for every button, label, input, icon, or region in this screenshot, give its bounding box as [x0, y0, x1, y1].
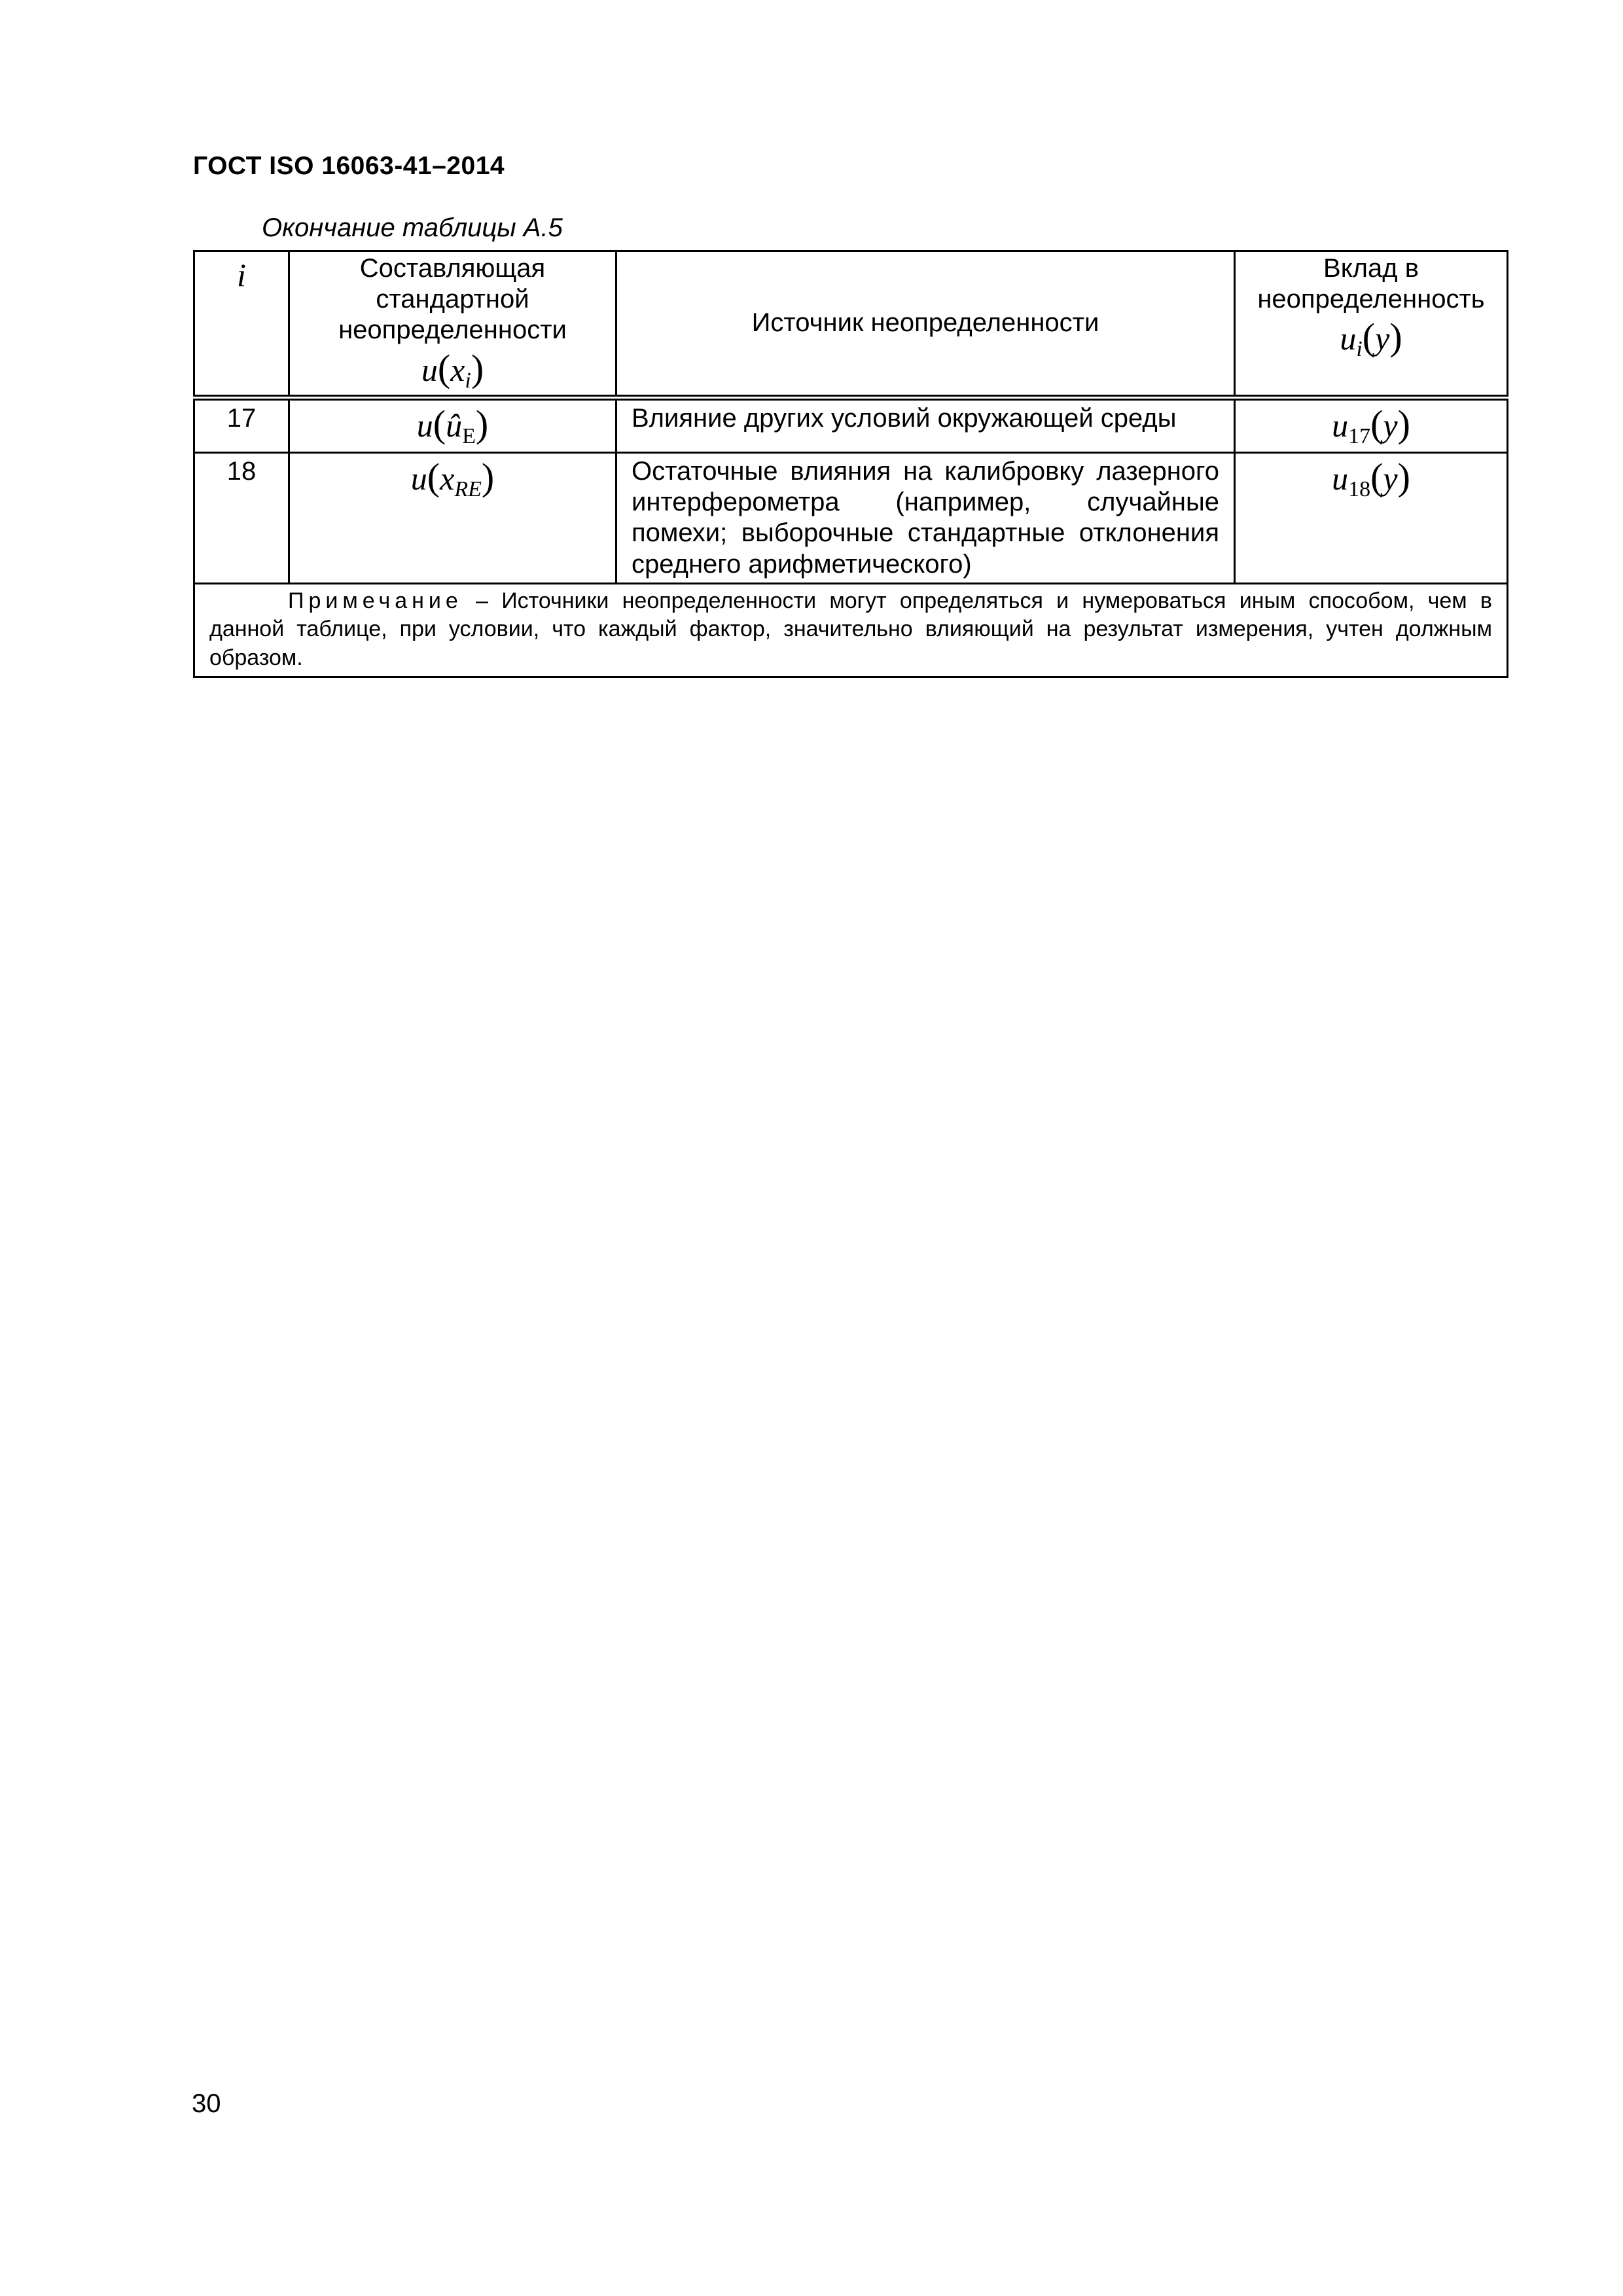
row-number: 18	[194, 453, 289, 584]
table-note	[194, 583, 1508, 677]
table-row	[194, 398, 1508, 453]
row-component-symbol: $u(x_{RE})$	[289, 453, 616, 584]
table-caption: Окончание таблицы А.5	[262, 213, 563, 242]
header-component-line: Составляющая	[359, 254, 546, 283]
note-label: Примечание	[288, 588, 463, 613]
header-i	[194, 251, 289, 398]
symbol-base: u	[1332, 407, 1349, 444]
symbol-sub: 18	[1348, 477, 1371, 501]
header-component	[289, 251, 616, 398]
symbol-arg: û	[446, 407, 463, 444]
symbol-sub: E	[462, 424, 476, 448]
row-source: Влияние других условий окружающей среды	[616, 398, 1235, 453]
document-header: ГОСТ ISO 16063-41–2014	[193, 152, 505, 180]
header-contribution-line: неопределенность	[1257, 285, 1485, 314]
header-component-line: неопределенности	[338, 315, 567, 345]
row-component-symbol: $u(û_E)$	[289, 398, 616, 453]
symbol-base: u	[1332, 460, 1349, 497]
symbol-arg: y	[1383, 460, 1398, 497]
page-number: 30	[192, 2089, 221, 2118]
header-contribution	[1235, 251, 1508, 398]
header-component-symbol: $u(x_i)$	[421, 346, 484, 393]
uncertainty-table	[193, 250, 1508, 678]
symbol-sub: RE	[454, 477, 482, 501]
note-text: – Источники неопределенности могут определяться и нумероваться иным способом, чем в данной таблице, при условии, что каждый фактор, значительно влияющий на результат измерения, учтен должным образом.	[209, 588, 1492, 670]
symbol-base: u	[421, 351, 438, 388]
table-row	[194, 453, 1508, 584]
row-contribution-symbol: $u_{18}(y)$	[1235, 453, 1508, 584]
header-component-line: стандартной	[376, 285, 529, 314]
symbol-base: u	[1340, 320, 1357, 357]
row-number: 17	[194, 398, 289, 453]
table-header-row	[194, 251, 1508, 398]
symbol-arg: x	[450, 351, 465, 388]
header-contribution-line: Вклад в	[1323, 254, 1419, 283]
header-i-symbol: i	[237, 257, 246, 293]
header-contribution-symbol: $u_i(y)$	[1340, 315, 1402, 362]
symbol-sub: i	[465, 368, 471, 393]
table-note-row	[194, 583, 1508, 677]
symbol-base: u	[410, 460, 427, 497]
row-contribution-symbol: $u_{17}(y)$	[1235, 398, 1508, 453]
symbol-arg: x	[440, 460, 455, 497]
symbol-sub: i	[1356, 337, 1363, 362]
symbol-base: u	[416, 407, 433, 444]
symbol-arg: y	[1375, 320, 1390, 357]
header-source: Источник неопределенности	[616, 251, 1235, 398]
row-source: Остаточные влияния на калибровку лазерного интерферометра (например, случайные помехи; выборочные стандартные отклонения среднего арифметического)	[616, 453, 1235, 584]
symbol-arg: y	[1383, 407, 1398, 444]
symbol-sub: 17	[1348, 424, 1371, 448]
